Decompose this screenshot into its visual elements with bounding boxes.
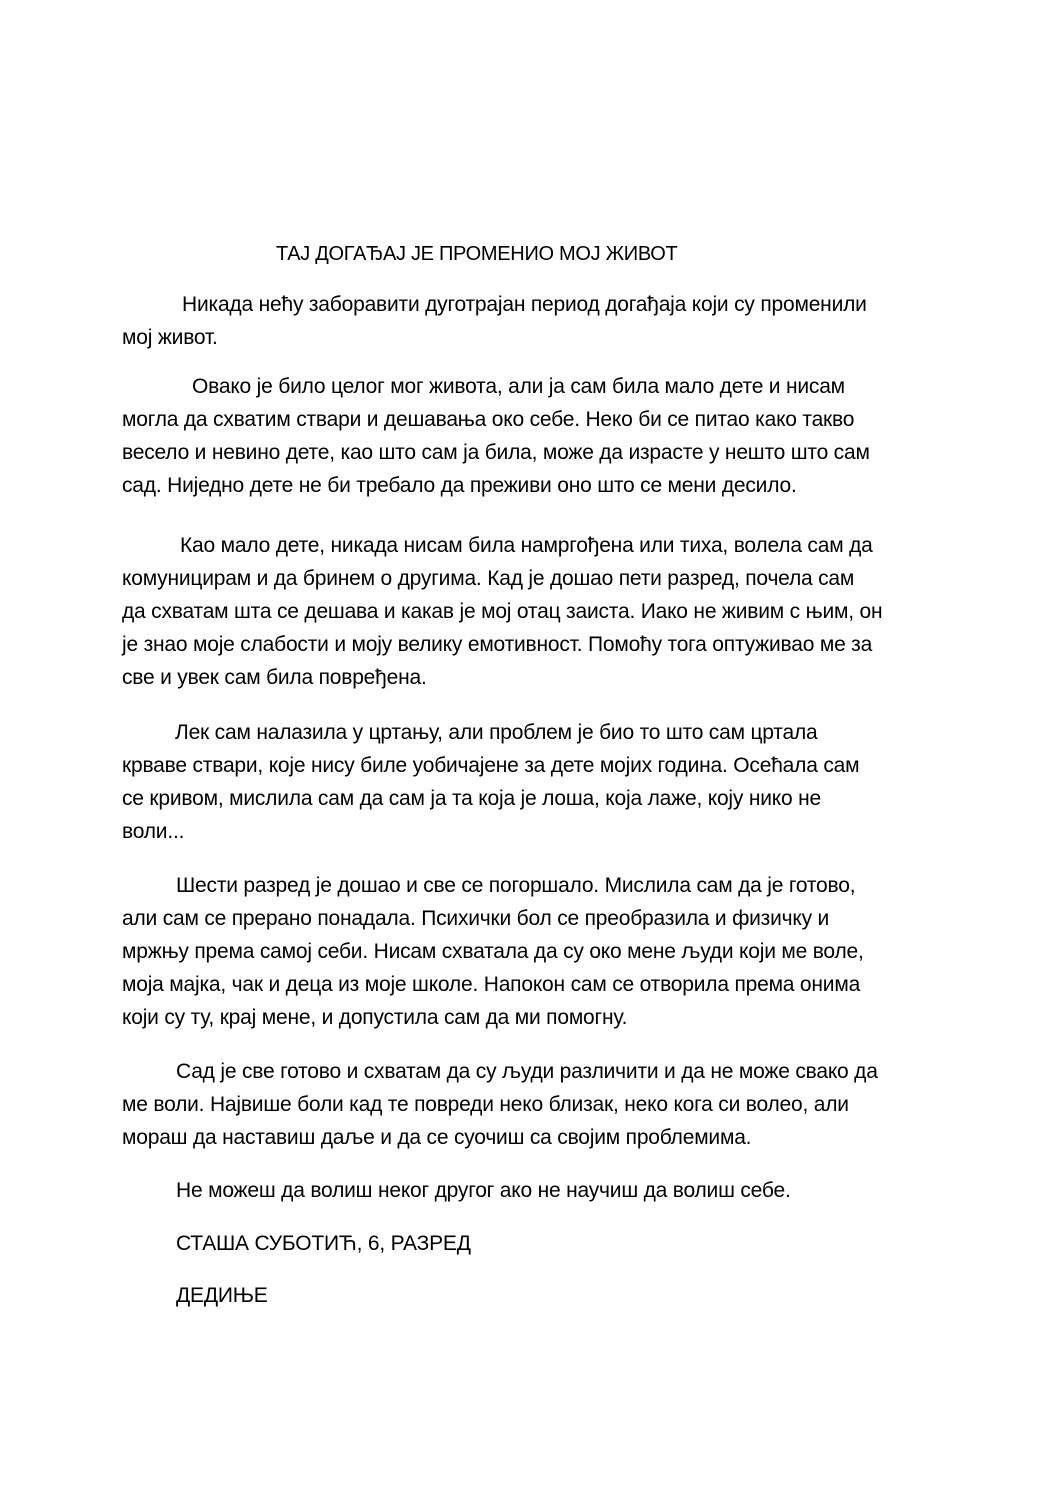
signature-text: СТАША СУБОТИЋ, 6, РАЗРЕД [176,1232,471,1255]
text-line: Овако је било целог мог живота, али ја сам била мало дете и нисам [192,375,845,398]
paragraph-3 [122,529,952,694]
text-line: Шести разред је дошао и све се погоршало. Мислила сам да је готово, [176,874,856,897]
place [122,1279,952,1312]
place-text: ДЕДИЊЕ [176,1284,268,1307]
text-line: мој живот. [122,326,218,349]
text-line: Лек сам налазила у цртању, али проблем је био то што сам цртала [175,721,818,744]
text-line: Никада нећу заборавити дуготрајан период догађаја који су променили [182,293,867,316]
text-line: сад. Ниједно дете не би требало да преживи оно што се мени десило. [122,474,797,497]
text-line: весело и невино дете, као што сам ја била, може да израсте у нешто што сам [122,441,870,464]
text-line: Не можеш да волиш неког другог ако не научиш да волиш себе. [176,1179,791,1202]
text-line: Сад је све готово и схватам да су људи различити и да не може свако да [176,1060,878,1083]
text-line: воли... [122,820,185,843]
paragraph-4 [122,716,952,848]
text-line: све и увек сам била повређена. [122,666,427,689]
text-line: мораш да наставиш даље и да се суочиш са својим проблемима. [122,1126,752,1149]
paragraph-7 [122,1174,952,1207]
paragraph-6 [122,1055,952,1154]
text-line: комуницирам и да бринем о другима. Кад је дошао пети разред, почела сам [122,567,855,590]
text-line: ме воли. Највише боли кад те повреди неко близак, неко кога си волео, али [122,1093,849,1116]
text-line: Као мало дете, никада нисам била намргођена или тиха, волела сам да [180,534,873,557]
text-line: али сам се прерано понадала. Психички бол се преобразила и физичку и [122,907,830,930]
text-line: мржњу према самој себи. Нисам схватала да су око мене људи који ме воле, [122,940,864,963]
paragraph-1 [122,288,952,354]
signature [122,1227,952,1260]
text-line: крваве ствари, које нису биле уобичајене за дете мојих година. Осећала сам [122,754,860,777]
text-line: да схватам шта се дешава и какав је мој отац заиста. Иако не живим с њим, он [122,600,883,623]
text-line: моја мајка, чак и деца из моје школе. Напокон сам се отворила према онима [122,973,861,996]
paragraph-5 [122,869,952,1034]
paragraph-2 [122,370,952,502]
text-line: је знао моје слабости и моју велику емотивност. Помоћу тога оптуживао ме за [122,633,873,656]
text-line: који су ту, крај мене, и допустила сам да ми помогну. [122,1006,628,1029]
document-title: ТАЈ ДОГАЂАЈ ЈЕ ПРОМЕНИО МОЈ ЖИВОТ [276,243,678,265]
text-line: могла да схватим ствари и дешавања око себе. Неко би се питао како такво [122,408,855,431]
text-line: се кривом, мислила сам да сам ја та која је лоша, која лаже, коју нико не [122,787,821,810]
